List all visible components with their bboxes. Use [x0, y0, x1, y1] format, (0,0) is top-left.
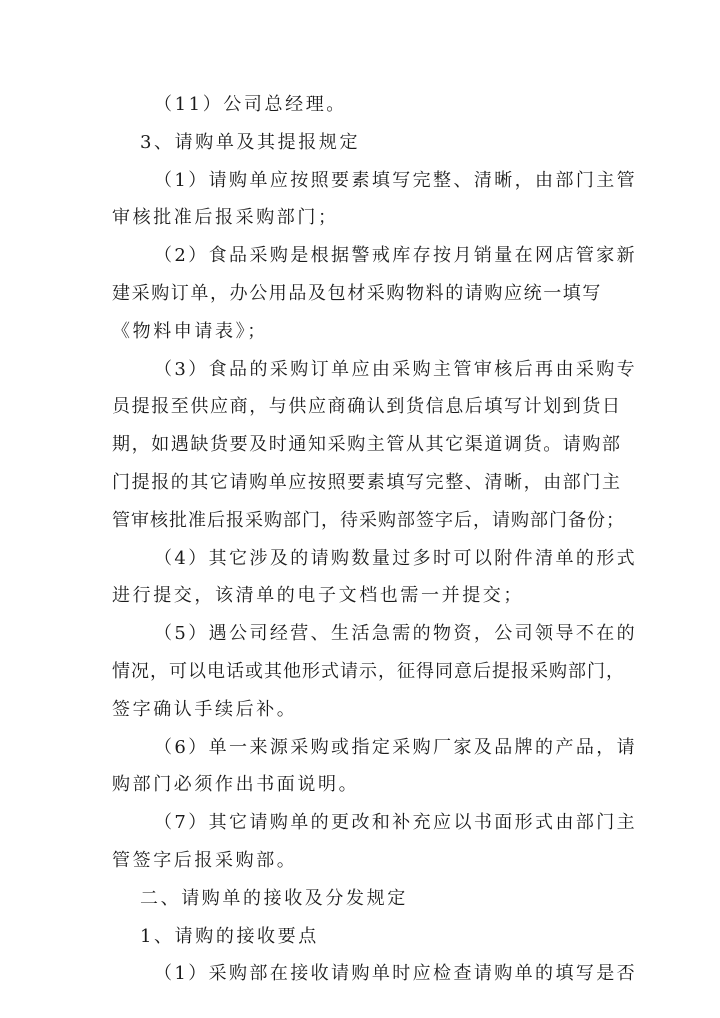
paragraph-line: 员提报至供应商，与供应商确认到货信息后填写计划到货日 — [112, 396, 622, 418]
document-body — [112, 86, 638, 993]
paragraph-line: （1）请购单应按照要素填写完整、清晰，由部门主管 — [154, 169, 638, 191]
paragraph-line: 购部门必须作出书面说明。 — [112, 774, 360, 796]
paragraph-line: （3）食品的采购订单应由采购主管审核后再由采购专 — [154, 358, 638, 380]
paragraph-line: （11）公司总经理。 — [154, 94, 347, 115]
paragraph-line: 情况，可以电话或其他形式请示，征得同意后提报采购部门， — [112, 660, 625, 682]
paragraph-line: 建采购订单，办公用品及包材采购物料的请购应统一填写 — [112, 282, 602, 304]
paragraph-line: 门提报的其它请购单应按照要素填写完整、清晰，由部门主 — [112, 471, 622, 493]
paragraph-line: （4）其它涉及的请购数量过多时可以附件清单的形式 — [154, 547, 638, 569]
paragraph-line: （5）遇公司经营、生活急需的物资，公司领导不在的 — [154, 623, 638, 645]
paragraph-line: （2）食品采购是根据警戒库存按月销量在网店管家新 — [154, 245, 638, 267]
section-heading: 3、请购单及其提报规定 — [140, 131, 361, 153]
paragraph-line: 进行提交，该清单的电子文档也需一并提交； — [112, 585, 524, 607]
paragraph-line: 签字确认手续后补。 — [112, 698, 298, 720]
paragraph-line: 管签字后报采购部。 — [112, 849, 298, 871]
paragraph-line: 《物料申请表》； — [112, 320, 268, 342]
section-heading: 二、请购单的接收及分发规定 — [140, 887, 408, 909]
paragraph-line: （1）采购部在接收请购单时应检查请购单的填写是否 — [154, 963, 638, 985]
paragraph-line: 审核批准后报采购部门； — [112, 207, 339, 229]
paragraph-line: 期，如遇缺货要及时通知采购主管从其它渠道调货。请购部 — [112, 434, 622, 456]
paragraph-line: （7）其它请购单的更改和补充应以书面形式由部门主 — [154, 812, 638, 834]
paragraph-line: 管审核批准后报采购部门，待采购部签字后，请购部门备份； — [112, 509, 625, 531]
subsection-heading: 1、请购的接收要点 — [140, 925, 319, 947]
paragraph-line: （6）单一来源采购或指定采购厂家及品牌的产品，请 — [154, 736, 638, 758]
